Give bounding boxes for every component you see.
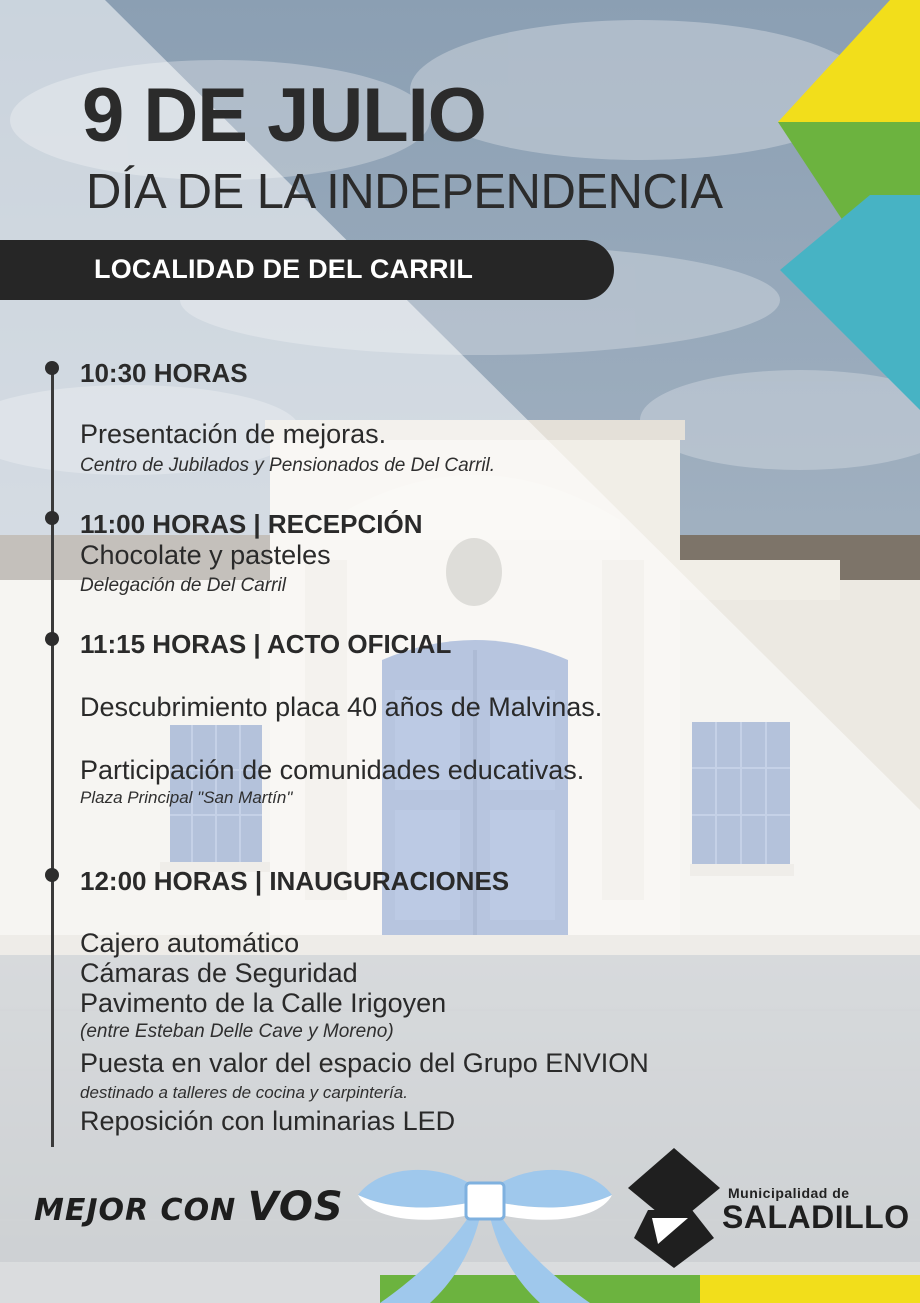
time-label: 10:30 HORAS	[80, 358, 248, 388]
municipality-logo-icon	[628, 1148, 720, 1268]
event-place: Plaza Principal "San Martín"	[80, 788, 293, 807]
event-place: Centro de Jubilados y Pensionados de Del Carril.	[80, 455, 496, 476]
event-text: Chocolate y pasteles	[80, 540, 331, 570]
slogan-text: MEJOR CON	[34, 1193, 248, 1228]
event-place: Delegación de Del Carril	[80, 575, 286, 596]
list-item: Cajero automático	[80, 928, 300, 958]
time-label: 12:00 HORAS | INAUGURACIONES	[80, 866, 510, 896]
time-label: 11:00 HORAS | RECEPCIÓN	[80, 509, 423, 539]
list-item: Puesta en valor del espacio del Grupo ENVION	[80, 1048, 649, 1078]
flag-ribbon-icon	[350, 1155, 620, 1303]
page-title: 9 DE JULIO	[82, 73, 486, 158]
list-item-note: (entre Esteban Delle Cave y Moreno)	[80, 1021, 394, 1042]
list-item: Pavimento de la Calle Irigoyen	[80, 988, 447, 1018]
municipality-prefix: Municipalidad de	[728, 1185, 850, 1201]
time-label: 11:15 HORAS | ACTO OFICIAL	[80, 629, 452, 659]
event-text: Participación de comunidades educativas.	[80, 755, 585, 785]
municipality-name: SALADILLO	[722, 1199, 910, 1235]
page-subtitle: DÍA DE LA INDEPENDENCIA	[86, 165, 723, 219]
event-text: Descubrimiento placa 40 años de Malvinas.	[80, 692, 603, 722]
slogan-highlight: VOS	[247, 1184, 344, 1230]
list-item-note: destinado a talleres de cocina y carpintería.	[80, 1083, 408, 1102]
list-item: Reposición con luminarias LED	[80, 1106, 456, 1136]
slogan	[34, 1184, 344, 1230]
list-item: Cámaras de Seguridad	[80, 958, 358, 988]
event-text: Presentación de mejoras.	[80, 419, 387, 449]
locality-label: LOCALIDAD DE DEL CARRIL	[94, 254, 474, 284]
